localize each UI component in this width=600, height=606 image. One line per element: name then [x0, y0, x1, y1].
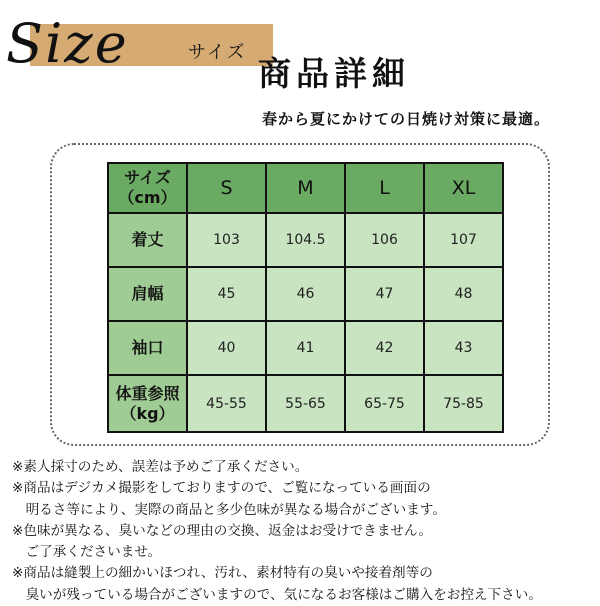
- size-unit-header-cell: [108, 163, 187, 213]
- table-cell: 41: [266, 321, 345, 375]
- size-unit-cm-label: （cm）: [118, 188, 177, 207]
- page-subtitle: 春から夏にかけての日焼け対策に最適。: [261, 110, 550, 128]
- table-cell: 106: [345, 213, 424, 267]
- note-line: 明るさ等により、実際の商品と多少色味が異なる場合がございます。: [12, 501, 446, 518]
- table-cell: 40: [187, 321, 266, 375]
- note-line: ※商品は縫製上の細かいほつれ、汚れ、素材特有の臭いや接着剤等の: [12, 565, 433, 582]
- table-cell: 43: [424, 321, 503, 375]
- note-line: ご了承くださいませ。: [12, 544, 162, 561]
- size-unit-label: サイズ: [124, 168, 171, 187]
- note-line: ※色味が異なる、臭いなどの理由の交換、返金はお受けできません。: [12, 522, 433, 539]
- note-line: ※素人採寸のため、誤差は予めご了承ください。: [12, 459, 309, 475]
- table-row-shoulder: [108, 267, 503, 321]
- size-logo-script: Size: [6, 12, 129, 75]
- column-header-s: S: [187, 163, 266, 213]
- table-cell: 103: [187, 213, 266, 267]
- row-label-weight: 体重参照: [115, 383, 180, 403]
- size-katakana-label: サイズ: [188, 42, 247, 63]
- table-cell: 75-85: [424, 375, 503, 432]
- table-cell: 45-55: [187, 375, 266, 432]
- table-cell: 45: [187, 267, 266, 321]
- row-label-cuff: 袖口: [108, 321, 187, 375]
- column-header-m: M: [266, 163, 345, 213]
- table-row-weight: [108, 375, 503, 432]
- size-table-header-row: [108, 163, 503, 213]
- note-line: 臭いが残っている場合がございますので、気になるお客様はご購入をお控え下さい。: [12, 586, 542, 603]
- row-label-length: 着丈: [108, 213, 187, 267]
- table-cell: 65-75: [345, 375, 424, 432]
- table-cell: 47: [345, 267, 424, 321]
- disclaimer-notes: [12, 457, 542, 606]
- table-cell: 104.5: [266, 213, 345, 267]
- column-header-xl: XL: [424, 163, 503, 213]
- table-cell: 42: [345, 321, 424, 375]
- table-cell: 48: [424, 267, 503, 321]
- table-cell: 55-65: [266, 375, 345, 432]
- table-row-cuff: [108, 321, 503, 375]
- size-table: [107, 162, 504, 433]
- note-line: ※商品はデジカメ撮影をしておりますので、ご覧になっている画面の: [12, 480, 431, 497]
- row-label-weight-unit: （kg）: [120, 403, 175, 423]
- table-cell: 107: [424, 213, 503, 267]
- column-header-l: L: [345, 163, 424, 213]
- page-title: 商品詳細: [258, 54, 410, 93]
- table-cell: 46: [266, 267, 345, 321]
- table-row-length: [108, 213, 503, 267]
- row-label-shoulder: 肩幅: [108, 267, 187, 321]
- row-label-weight-cell: [108, 375, 187, 432]
